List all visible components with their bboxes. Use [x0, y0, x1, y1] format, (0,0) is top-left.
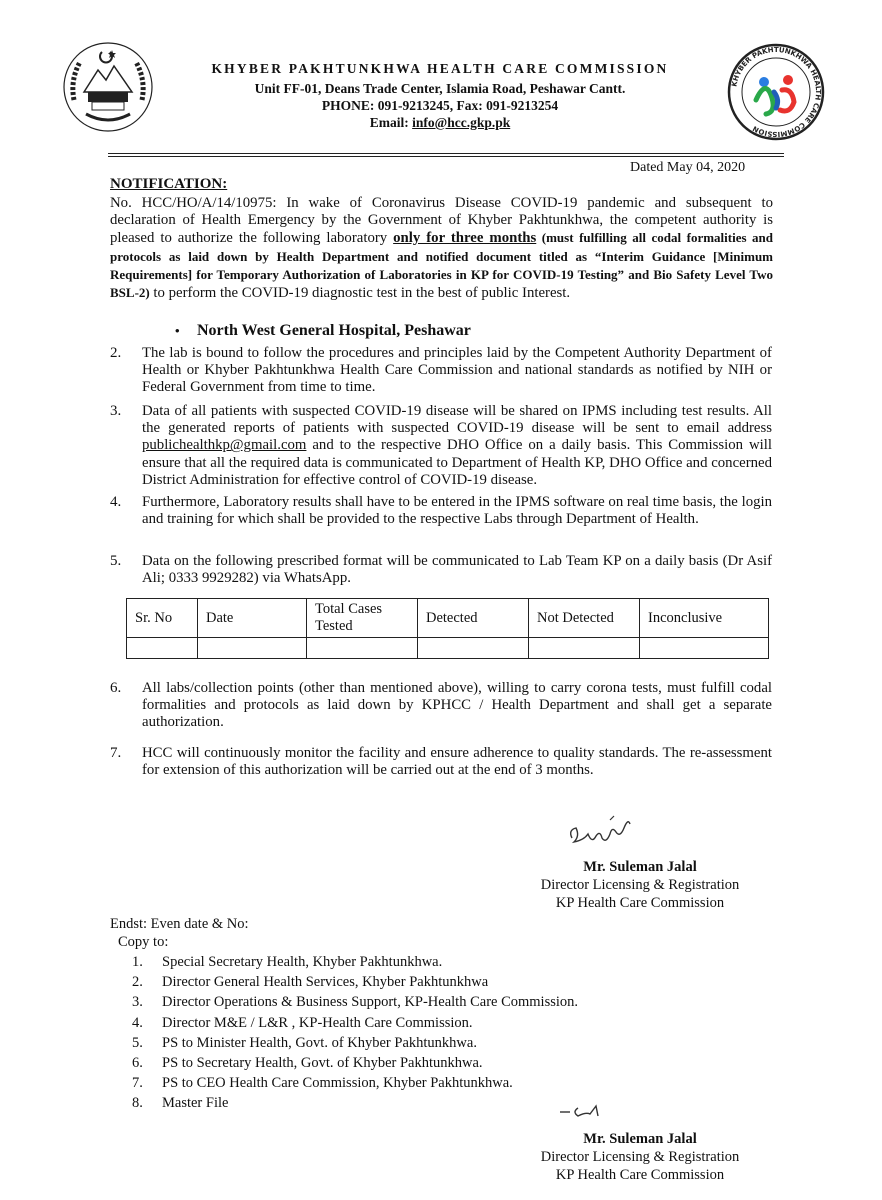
copy-list — [132, 952, 578, 1114]
item-number: 3. — [110, 403, 122, 419]
list-item-number: 4. — [132, 1014, 143, 1031]
list-item — [132, 972, 578, 992]
organization-address: Unit FF-01, Deans Trade Center, Islamia Road, Peshawar Cantt. — [254, 81, 626, 96]
signatory-block-2 — [540, 1130, 740, 1184]
item-text: The lab is bound to follow the procedures and principles laid by the Competent Authority Department of Health or Khyber Pakhtunkhwa Health Care Commission and national standards as notified by NIH or Federal Government from time to time. — [142, 345, 772, 396]
signatory-name: Mr. Suleman Jalal — [583, 859, 697, 875]
header-divider-2 — [108, 156, 784, 157]
organization-title: KHYBER PAKHTUNKHWA HEALTH CARE COMMISSION — [211, 61, 669, 76]
handwritten-signature-icon — [566, 810, 646, 850]
organization-email-line — [160, 114, 720, 131]
list-item-text: Director General Health Services, Khyber Pakhtunkhwa — [162, 974, 489, 991]
list-item-text: PS to Secretary Health, Govt. of Khyber Pakhtunkhwa. — [162, 1055, 483, 1072]
handwritten-initials-icon — [556, 1100, 616, 1122]
list-item-number: 3. — [132, 994, 143, 1011]
list-item-number: 6. — [132, 1055, 143, 1072]
item-text — [142, 403, 772, 489]
item-text-b: and to the respective DHO Office on a daily basis. This Commission will ensure that all the required data is communicated to Department of Health KP, DHO Office and concerned District Administration for effective control of COVID-19 disease. — [142, 437, 772, 488]
authorized-laboratory — [175, 322, 471, 340]
header-divider — [108, 153, 784, 154]
organization-email-link[interactable]: info@hcc.gkp.pk — [412, 115, 511, 130]
paragraph-text-a: No. HCC/HO/A/14/10975: In wake of Coronavirus Disease COVID-19 pandemic and subsequent to declaration of Health Emergency by the Government of Khyber Pakhtunkhwa, the competent authority is pleased to authorize the following laboratory — [110, 195, 773, 247]
signatory-block — [540, 858, 740, 912]
signatory-designation: Director Licensing & Registration — [540, 1149, 740, 1165]
table-header-cell: Sr. No — [127, 599, 198, 638]
table-cell — [127, 638, 198, 659]
signatory-organization: KP Health Care Commission — [555, 1167, 725, 1183]
item-number: 2. — [110, 345, 122, 361]
table-header-row — [127, 599, 769, 638]
paragraph-emphasis-duration: only for three months — [393, 230, 537, 247]
item-text: Data on the following prescribed format will be communicated to Lab Team KP on a daily basis (Dr Asif Ali; 0333 9929282) via WhatsApp. — [142, 553, 772, 587]
list-item-text: Director M&E / L&R , KP-Health Care Commission. — [162, 1014, 473, 1031]
list-item-text: PS to CEO Health Care Commission, Khyber Pakhtunkhwa. — [162, 1075, 513, 1092]
table-header-cell: Detected — [418, 599, 529, 638]
list-item-number: 5. — [132, 1034, 143, 1051]
copy-to-heading: Copy to: — [118, 934, 169, 950]
list-item-number: 8. — [132, 1095, 143, 1112]
list-item-number: 1. — [132, 954, 143, 970]
item-number: 7. — [110, 745, 122, 761]
list-item-text: Master File — [162, 1095, 229, 1112]
signatory-designation: Director Licensing & Registration — [540, 877, 740, 893]
list-item-text: Director Operations & Business Support, KP-Health Care Commission. — [162, 994, 579, 1011]
item-number: 6. — [110, 680, 122, 696]
list-item — [132, 1013, 578, 1033]
bullet-icon: • — [175, 323, 180, 338]
list-item — [132, 1093, 578, 1113]
table-cell — [418, 638, 529, 659]
table-cell — [307, 638, 418, 659]
seal-text: KHYBER PAKHTUNKHWA HEALTH CARE COMMISSION — [730, 45, 823, 139]
email-label: Email: — [369, 115, 413, 130]
list-item — [132, 1033, 578, 1053]
hcc-seal-icon — [726, 42, 826, 142]
organization-phone: PHONE: 091-9213245, Fax: 091-9213254 — [321, 98, 559, 113]
list-item-text: Special Secretary Health, Khyber Pakhtunkhwa. — [162, 954, 443, 970]
table-cell — [529, 638, 640, 659]
list-item-number: 2. — [132, 974, 143, 991]
endorsement-line: Endst: Even date & No: — [110, 916, 249, 932]
table-cell — [640, 638, 769, 659]
paragraph-text-d: to perform the COVID-19 diagnostic test in the best of public Interest. — [149, 285, 571, 302]
list-item — [132, 1073, 578, 1093]
item-text: HCC will continuously monitor the facility and ensure adherence to quality standards. The re-assessment for extension of this authorization will be carried out at the end of 3 months. — [142, 745, 772, 779]
item-text: All labs/collection points (other than mentioned above), willing to carry corona tests, must fulfill codal formalities and protocols as laid down by KPHCC / Health Department and shall get a separate authorization. — [142, 680, 772, 731]
item-number: 4. — [110, 494, 122, 510]
paragraph-conditions: (must fulfilling all codal formalities and protocols as laid down by Health Department and notified document titled as “Interim Guidance [Minimum Requirements] for Temporary Authorization of Laboratories in KP for COVID-19 Testing” and Bio Safety Level Two BSL-2) — [110, 230, 774, 301]
notification-heading: NOTIFICATION: — [110, 176, 228, 192]
list-item — [132, 992, 578, 1012]
report-email-link[interactable]: publichealthkp@gmail.com — [142, 437, 307, 454]
table-header-cell: Date — [198, 599, 307, 638]
list-item — [132, 1053, 578, 1073]
table-cell — [198, 638, 307, 659]
table-header-cell: Inconclusive — [640, 599, 769, 638]
table-header-cell: Not Detected — [529, 599, 640, 638]
signatory-name: Mr. Suleman Jalal — [583, 1131, 697, 1147]
item-text: Furthermore, Laboratory results shall have to be entered in the IPMS software on real time basis, the login and training for which shall be provided to the respective Labs through Department of Health. — [142, 494, 772, 528]
table-header-cell: Total Cases Tested — [307, 599, 418, 638]
notification-paragraph — [110, 195, 773, 302]
kp-government-emblem-icon — [62, 40, 154, 134]
reporting-format-table — [126, 598, 769, 659]
document-date: Dated May 04, 2020 — [630, 160, 746, 175]
hospital-name: North West General Hospital, Peshawar — [197, 322, 471, 339]
item-number: 5. — [110, 553, 122, 569]
signatory-organization: KP Health Care Commission — [555, 895, 725, 911]
item-text-a: Data of all patients with suspected COVID-19 disease will be shared on IPMS including test results. All the generated reports of patients with suspected COVID-19 disease will be sent to email address — [142, 403, 772, 437]
list-item-text: PS to Minister Health, Govt. of Khyber Pakhtunkhwa. — [162, 1034, 477, 1051]
table-row — [127, 638, 769, 659]
list-item — [132, 952, 578, 972]
list-item-number: 7. — [132, 1075, 143, 1092]
